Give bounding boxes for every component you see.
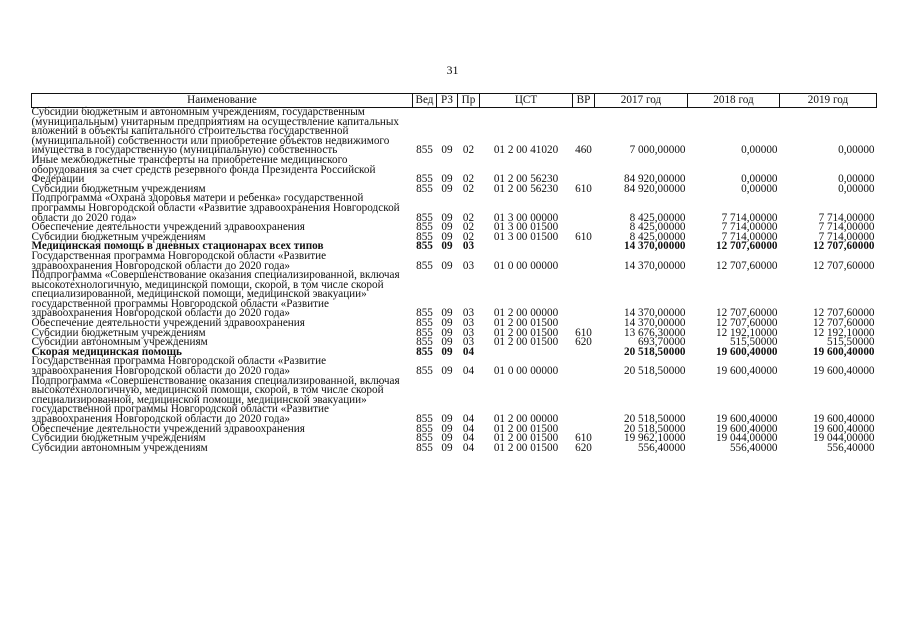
cell-rz: 09 bbox=[441, 173, 453, 186]
cell-ved: 855 bbox=[416, 413, 433, 425]
cell-cst: 01 0 00 00000 bbox=[493, 365, 559, 378]
cell-2018: 19 044,00000 bbox=[715, 432, 778, 445]
cell-2019: 7 714,00000 bbox=[818, 230, 875, 243]
cell-vr bbox=[573, 357, 595, 376]
cell-2018: 12 707,60000 bbox=[715, 240, 778, 253]
cell-ved: 855 bbox=[416, 240, 433, 253]
cell-ved: 855 bbox=[416, 441, 433, 454]
cell-2019: 12 707,60000 bbox=[812, 240, 875, 253]
cell-rz: 09 bbox=[441, 365, 453, 378]
cell-vr: 610 bbox=[575, 326, 592, 339]
cell-2018: 12 707,60000 bbox=[715, 307, 778, 320]
cell-cst: 01 2 00 01500 bbox=[493, 336, 559, 349]
cell-name: Подпрограмма «Совершенствование оказания специализированной, включая высокотехнологичную, медицинской помощи, скорой, в том числе скорой специализированной, медицинской помощи, медицинской эвакуации» государственной программы Новгородской области «Развитие здравоохранения Новгородской области до 2020 года» bbox=[31, 269, 400, 320]
cell-2018: 19 600,40000 bbox=[715, 422, 778, 435]
table-row bbox=[32, 357, 877, 376]
cell-rz: 09 bbox=[441, 182, 453, 195]
cell-rz: 09 bbox=[441, 422, 453, 435]
cell-pr: 03 bbox=[462, 326, 475, 339]
cell-2019: 19 600,40000 bbox=[812, 345, 875, 358]
cell-name: Субсидии бюджетным и автономным учреждениям, государственным (муниципальным) унитарным предприятиям на осуществление капитальных вложений в объекты капитального строительства государственной (муниципальной) собственности или приобретение объектов недвижимого имущества в государственную (муниципальную) собственность bbox=[31, 106, 400, 157]
header-rz: РЗ bbox=[437, 94, 458, 108]
cell-name: Обеспечение деятельности учреждений здравоохранения bbox=[31, 221, 305, 234]
cell-2017: 13 676,30000 bbox=[623, 326, 686, 339]
cell-cst: 01 2 00 56230 bbox=[493, 182, 559, 195]
cell-rz: 09 bbox=[441, 211, 453, 224]
cell-cst: 01 2 00 41020 bbox=[493, 144, 559, 157]
cell-vr: 620 bbox=[575, 336, 592, 349]
header-cst: ЦСТ bbox=[480, 94, 573, 108]
cell-2019: 0,00000 bbox=[838, 173, 875, 186]
table-row bbox=[32, 194, 877, 223]
cell-2019: 7 714,00000 bbox=[818, 211, 875, 224]
cell-2018: 0,00000 bbox=[741, 173, 778, 186]
cell-2017: 7 000,00000 bbox=[629, 144, 686, 157]
cell-2019: 12 707,60000 bbox=[812, 307, 875, 320]
cell-vr: 610 bbox=[575, 230, 592, 243]
cell-rz: 09 bbox=[441, 432, 453, 445]
header-name: Наименование bbox=[32, 94, 413, 108]
cell-vr bbox=[573, 377, 595, 425]
cell-2019: 19 044,00000 bbox=[812, 432, 875, 445]
cell-2018: 12 707,60000 bbox=[715, 259, 778, 272]
table-row bbox=[32, 271, 877, 319]
cell-rz: 09 bbox=[441, 317, 453, 330]
cell-rz: 09 bbox=[441, 413, 453, 425]
cell-2018: 19 600,40000 bbox=[715, 345, 778, 358]
cell-2018: 19 600,40000 bbox=[715, 365, 778, 378]
cell-2017: 14 370,00000 bbox=[623, 240, 686, 253]
cell-ved: 855 bbox=[416, 144, 433, 157]
cell-name: Субсидии автономным учреждениям bbox=[31, 336, 208, 349]
cell-2017: 556,40000 bbox=[637, 441, 686, 454]
cell-2017: 20 518,50000 bbox=[623, 345, 686, 358]
cell-pr: 03 bbox=[462, 336, 475, 349]
cell-cst: 01 2 00 00000 bbox=[493, 307, 559, 320]
cell-cst: 01 2 00 00000 bbox=[493, 413, 559, 425]
cell-ved: 855 bbox=[416, 432, 433, 445]
cell-2018: 12 192,10000 bbox=[715, 326, 778, 339]
cell-2019: 19 600,40000 bbox=[812, 422, 875, 435]
cell-ved: 855 bbox=[416, 182, 433, 195]
cell-pr: 04 bbox=[462, 413, 475, 425]
cell-ved: 855 bbox=[416, 365, 433, 378]
cell-2019: 556,40000 bbox=[826, 441, 875, 454]
table-body bbox=[32, 108, 877, 454]
page-number: 31 bbox=[446, 63, 459, 77]
cell-pr: 02 bbox=[462, 221, 475, 234]
cell-name: Обеспечение деятельности учреждений здравоохранения bbox=[31, 422, 305, 435]
cell-ved: 855 bbox=[416, 422, 433, 435]
cell-pr: 04 bbox=[462, 422, 475, 435]
cell-cst: 01 3 00 01500 bbox=[493, 230, 559, 243]
cell-name: Субсидии автономным учреждениям bbox=[31, 441, 208, 454]
cell-2018: 7 714,00000 bbox=[721, 221, 778, 234]
cell-rz: 09 bbox=[441, 336, 453, 349]
cell-pr: 02 bbox=[462, 211, 475, 224]
cell-vr: 610 bbox=[575, 432, 592, 445]
cell-vr bbox=[573, 252, 595, 271]
cell-pr: 03 bbox=[462, 259, 475, 272]
cell-2018: 515,50000 bbox=[729, 336, 778, 349]
cell-name: Субсидии бюджетным учреждениям bbox=[31, 432, 206, 445]
cell-vr: 620 bbox=[575, 441, 592, 454]
cell-2017: 14 370,00000 bbox=[623, 259, 686, 272]
cell-2017: 20 518,50000 bbox=[623, 422, 686, 435]
cell-pr: 04 bbox=[462, 345, 475, 358]
cell-ved: 855 bbox=[416, 211, 433, 224]
cell-2019: 19 600,40000 bbox=[812, 365, 875, 378]
cell-2018: 7 714,00000 bbox=[721, 230, 778, 243]
cell-2017: 20 518,50000 bbox=[623, 413, 686, 425]
cell-ved: 855 bbox=[416, 173, 433, 186]
cell-name: Скорая медицинская помощь bbox=[31, 345, 182, 358]
cell-pr: 03 bbox=[462, 240, 475, 253]
cell-pr: 02 bbox=[462, 230, 475, 243]
cell-rz: 09 bbox=[441, 307, 453, 320]
cell-name: Субсидии бюджетным учреждениям bbox=[31, 230, 206, 243]
cell-2019: 19 600,40000 bbox=[812, 413, 875, 425]
header-vr: ВР bbox=[573, 94, 595, 108]
cell-2017: 8 425,00000 bbox=[629, 221, 686, 234]
cell-pr: 02 bbox=[462, 182, 475, 195]
header-ved: Вед bbox=[413, 94, 437, 108]
cell-2017: 84 920,00000 bbox=[623, 182, 686, 195]
cell-2017: 14 370,00000 bbox=[623, 307, 686, 320]
cell-ved: 855 bbox=[416, 345, 433, 358]
cell-pr: 04 bbox=[462, 365, 475, 378]
cell-vr bbox=[573, 348, 595, 358]
cell-ved: 855 bbox=[416, 336, 433, 349]
cell-name: Государственная программа Новгородской области «Развитие здравоохранения Новгородской области до 2020 года» bbox=[31, 249, 327, 272]
header-2019: 2019 год bbox=[780, 94, 877, 108]
table-row bbox=[32, 377, 877, 425]
cell-name: Иные межбюджетные трансферты на приобретение медицинского оборудования за счет средств резервного фонда Президента Российской Федерации bbox=[31, 153, 376, 186]
cell-name: Медицинская помощь в дневных стационарах всех типов bbox=[31, 240, 324, 253]
cell-rz: 09 bbox=[441, 259, 453, 272]
table-row bbox=[32, 108, 877, 156]
cell-pr: 04 bbox=[462, 432, 475, 445]
cell-2019: 12 707,60000 bbox=[812, 259, 875, 272]
cell-vr bbox=[573, 271, 595, 319]
cell-cst: 01 3 00 00000 bbox=[493, 211, 559, 224]
cell-2018: 0,00000 bbox=[741, 182, 778, 195]
cell-2018: 7 714,00000 bbox=[721, 211, 778, 224]
cell-2019: 0,00000 bbox=[838, 144, 875, 157]
cell-2018: 12 707,60000 bbox=[715, 317, 778, 330]
cell-name: Субсидии бюджетным учреждениям bbox=[31, 182, 206, 195]
cell-name: Подпрограмма «Совершенствование оказания специализированной, включая высокотехнологичную, медицинской помощи, скорой, в том числе скорой специализированной, медицинской помощи, медицинской эвакуации» государственной программы Новгородской области «Развитие здравоохранения Новгородской области до 2020 года» bbox=[31, 374, 400, 425]
cell-cst bbox=[480, 348, 573, 358]
cell-ved: 855 bbox=[416, 221, 433, 234]
cell-rz: 09 bbox=[441, 326, 453, 339]
cell-cst: 01 2 00 56230 bbox=[493, 173, 559, 186]
cell-2017: 20 518,50000 bbox=[623, 365, 686, 378]
cell-2019: 12 192,10000 bbox=[812, 326, 875, 339]
cell-2019: 515,50000 bbox=[826, 336, 875, 349]
cell-cst: 01 2 00 01500 bbox=[493, 422, 559, 435]
cell-pr: 02 bbox=[462, 144, 475, 157]
cell-2017: 693,70000 bbox=[637, 336, 686, 349]
cell-pr: 03 bbox=[462, 317, 475, 330]
cell-rz: 09 bbox=[441, 441, 453, 454]
cell-2017: 19 962,10000 bbox=[623, 432, 686, 445]
budget-table bbox=[31, 93, 877, 453]
cell-2018: 19 600,40000 bbox=[715, 413, 778, 425]
cell-cst: 01 2 00 01500 bbox=[493, 432, 559, 445]
cell-ved: 855 bbox=[416, 317, 433, 330]
cell-name: Подпрограмма «Охрана здоровья матери и ребенка» государственной программы Новгородской области «Развитие здравоохранения Новгородской области до 2020 года» bbox=[31, 192, 400, 224]
cell-vr bbox=[573, 242, 595, 252]
cell-cst: 01 2 00 01500 bbox=[493, 317, 559, 330]
table-row bbox=[32, 444, 877, 454]
cell-name: Субсидии бюджетным учреждениям bbox=[31, 326, 206, 339]
cell-2018: 0,00000 bbox=[741, 144, 778, 157]
cell-vr: 610 bbox=[575, 182, 592, 195]
cell-rz: 09 bbox=[441, 230, 453, 243]
cell-pr: 04 bbox=[462, 441, 475, 454]
cell-pr: 03 bbox=[462, 307, 475, 320]
cell-cst bbox=[480, 242, 573, 252]
cell-vr: 460 bbox=[575, 144, 592, 157]
cell-2017: 84 920,00000 bbox=[623, 173, 686, 186]
cell-2019: 12 707,60000 bbox=[812, 317, 875, 330]
cell-cst: 01 2 00 01500 bbox=[493, 441, 559, 454]
header-2018: 2018 год bbox=[688, 94, 780, 108]
header-2017: 2017 год bbox=[595, 94, 688, 108]
cell-2017: 8 425,00000 bbox=[629, 211, 686, 224]
cell-2018: 556,40000 bbox=[729, 441, 778, 454]
cell-cst: 01 3 00 01500 bbox=[493, 221, 559, 234]
cell-cst: 01 0 00 00000 bbox=[493, 259, 559, 272]
table-row bbox=[32, 156, 877, 185]
cell-ved: 855 bbox=[416, 259, 433, 272]
cell-2017: 8 425,00000 bbox=[629, 230, 686, 243]
cell-pr: 02 bbox=[462, 173, 475, 186]
cell-vr bbox=[573, 156, 595, 185]
cell-name: Обеспечение деятельности учреждений здравоохранения bbox=[31, 317, 305, 330]
cell-vr bbox=[573, 194, 595, 223]
cell-ved: 855 bbox=[416, 230, 433, 243]
cell-rz: 09 bbox=[441, 345, 453, 358]
cell-ved: 855 bbox=[416, 307, 433, 320]
cell-cst: 01 2 00 01500 bbox=[493, 326, 559, 339]
cell-name: Государственная программа Новгородской области «Развитие здравоохранения Новгородской области до 2020 года» bbox=[31, 355, 327, 378]
cell-2019: 7 714,00000 bbox=[818, 221, 875, 234]
cell-rz: 09 bbox=[441, 144, 453, 157]
cell-rz: 09 bbox=[441, 240, 453, 253]
cell-2017: 14 370,00000 bbox=[623, 317, 686, 330]
cell-2019: 0,00000 bbox=[838, 182, 875, 195]
cell-ved: 855 bbox=[416, 326, 433, 339]
cell-rz: 09 bbox=[441, 221, 453, 234]
header-pr: Пр bbox=[458, 94, 480, 108]
